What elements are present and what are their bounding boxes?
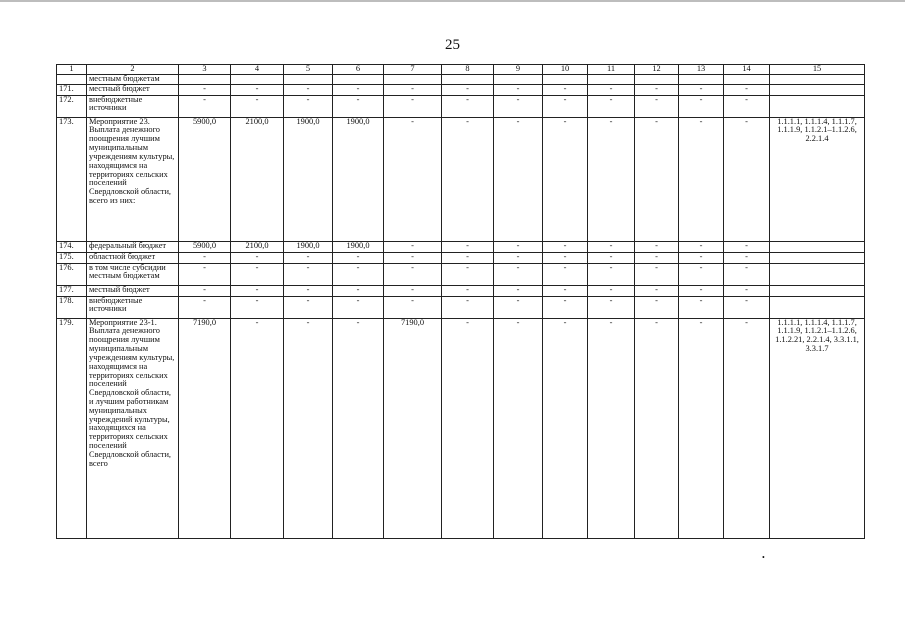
value-cell: - xyxy=(635,285,679,296)
table-row xyxy=(57,296,865,318)
value-cell: - xyxy=(384,263,442,285)
value-cell xyxy=(588,74,635,84)
value-cell xyxy=(543,74,588,84)
page-mark: • xyxy=(762,553,765,562)
value-cell: 1900,0 xyxy=(333,241,384,252)
value-cell: - xyxy=(231,296,284,318)
value-cell: - xyxy=(333,296,384,318)
table-row xyxy=(57,84,865,95)
page-number: 25 xyxy=(445,37,460,53)
value-cell: - xyxy=(494,84,543,95)
value-cell: - xyxy=(442,263,494,285)
row-description: местный бюджет xyxy=(87,84,179,95)
value-cell xyxy=(384,74,442,84)
value-cell: - xyxy=(384,84,442,95)
value-cell: - xyxy=(494,252,543,263)
table-row xyxy=(57,241,865,252)
column-number-13: 13 xyxy=(679,65,724,75)
value-cell: - xyxy=(442,285,494,296)
value-cell: - xyxy=(494,117,543,241)
value-cell: 1900,0 xyxy=(284,241,333,252)
value-cell: - xyxy=(635,95,679,117)
value-cell: 5900,0 xyxy=(179,117,231,241)
row-number: 171. xyxy=(57,84,87,95)
target-indicator-refs xyxy=(770,84,865,95)
value-cell: - xyxy=(724,84,770,95)
value-cell: - xyxy=(588,241,635,252)
row-number: 172. xyxy=(57,95,87,117)
value-cell: - xyxy=(635,117,679,241)
row-number: 178. xyxy=(57,296,87,318)
value-cell: - xyxy=(588,296,635,318)
value-cell: - xyxy=(679,263,724,285)
table-row xyxy=(57,252,865,263)
target-indicator-refs: 1.1.1.1, 1.1.1.4, 1.1.1.7, 1.1.1.9, 1.1.2.1–1.1.2.6, 1.1.2.21, 2.2.1.4, 3.3.1.1, 3.3.1.7 xyxy=(770,318,865,538)
value-cell: 5900,0 xyxy=(179,241,231,252)
value-cell: - xyxy=(543,285,588,296)
value-cell: - xyxy=(442,117,494,241)
value-cell xyxy=(724,74,770,84)
table-row xyxy=(57,263,865,285)
value-cell: - xyxy=(543,252,588,263)
row-number: 175. xyxy=(57,252,87,263)
row-description: внебюджетные источники xyxy=(87,95,179,117)
value-cell: - xyxy=(494,263,543,285)
row-description: местным бюджетам xyxy=(87,74,179,84)
value-cell: - xyxy=(384,95,442,117)
value-cell: - xyxy=(384,285,442,296)
value-cell: - xyxy=(442,241,494,252)
row-description: внебюджетные источники xyxy=(87,296,179,318)
value-cell: - xyxy=(231,252,284,263)
value-cell xyxy=(179,74,231,84)
value-cell: - xyxy=(724,117,770,241)
table-row xyxy=(57,117,865,241)
value-cell: - xyxy=(724,296,770,318)
value-cell: - xyxy=(284,84,333,95)
value-cell: - xyxy=(494,318,543,538)
value-cell: 2100,0 xyxy=(231,117,284,241)
target-indicator-refs xyxy=(770,74,865,84)
row-description: областной бюджет xyxy=(87,252,179,263)
target-indicator-refs xyxy=(770,263,865,285)
value-cell: 7190,0 xyxy=(384,318,442,538)
value-cell: - xyxy=(679,95,724,117)
value-cell: - xyxy=(588,117,635,241)
row-number: 173. xyxy=(57,117,87,241)
budget-table xyxy=(56,64,865,539)
table-row xyxy=(57,74,865,84)
value-cell xyxy=(679,74,724,84)
value-cell: - xyxy=(284,263,333,285)
row-number: 177. xyxy=(57,285,87,296)
value-cell: - xyxy=(179,263,231,285)
value-cell: - xyxy=(231,285,284,296)
value-cell: - xyxy=(384,241,442,252)
value-cell: - xyxy=(679,117,724,241)
column-number-12: 12 xyxy=(635,65,679,75)
table-row xyxy=(57,95,865,117)
value-cell: - xyxy=(679,241,724,252)
value-cell: - xyxy=(543,95,588,117)
value-cell: - xyxy=(543,84,588,95)
target-indicator-refs: 1.1.1.1, 1.1.1.4, 1.1.1.7, 1.1.1.9, 1.1.2.1–1.1.2.6, 2.2.1.4 xyxy=(770,117,865,241)
value-cell: - xyxy=(231,95,284,117)
table-row xyxy=(57,318,865,538)
value-cell: - xyxy=(543,263,588,285)
row-description: Мероприятие 23. Выплата денежного поощрения лучшим муниципальным учреждениям культуры, находящимся на территориях сельских поселений Свердловской области, всего из них: xyxy=(87,117,179,241)
target-indicator-refs xyxy=(770,252,865,263)
value-cell: - xyxy=(179,84,231,95)
target-indicator-refs xyxy=(770,285,865,296)
value-cell: - xyxy=(333,95,384,117)
column-number-4: 4 xyxy=(231,65,284,75)
value-cell: - xyxy=(635,318,679,538)
value-cell: - xyxy=(333,318,384,538)
row-number: 176. xyxy=(57,263,87,285)
row-number xyxy=(57,74,87,84)
value-cell: - xyxy=(588,263,635,285)
value-cell: - xyxy=(679,318,724,538)
column-number-8: 8 xyxy=(442,65,494,75)
value-cell: - xyxy=(543,241,588,252)
value-cell: - xyxy=(231,263,284,285)
value-cell: - xyxy=(635,241,679,252)
column-number-15: 15 xyxy=(770,65,865,75)
value-cell: - xyxy=(179,285,231,296)
column-number-6: 6 xyxy=(333,65,384,75)
value-cell: - xyxy=(543,318,588,538)
value-cell: - xyxy=(333,263,384,285)
value-cell: - xyxy=(384,296,442,318)
value-cell: - xyxy=(442,296,494,318)
table-row xyxy=(57,285,865,296)
value-cell: - xyxy=(588,318,635,538)
value-cell: - xyxy=(179,252,231,263)
value-cell: - xyxy=(494,95,543,117)
value-cell: - xyxy=(333,252,384,263)
column-number-9: 9 xyxy=(494,65,543,75)
value-cell: 2100,0 xyxy=(231,241,284,252)
value-cell: - xyxy=(724,252,770,263)
value-cell: - xyxy=(494,296,543,318)
value-cell: - xyxy=(635,252,679,263)
value-cell: - xyxy=(284,285,333,296)
value-cell: - xyxy=(724,241,770,252)
value-cell: - xyxy=(588,84,635,95)
value-cell: - xyxy=(543,296,588,318)
target-indicator-refs xyxy=(770,241,865,252)
value-cell: - xyxy=(442,95,494,117)
value-cell: - xyxy=(442,318,494,538)
value-cell: - xyxy=(284,95,333,117)
value-cell: - xyxy=(724,95,770,117)
value-cell: 1900,0 xyxy=(284,117,333,241)
column-number-row xyxy=(57,65,865,75)
row-description: федеральный бюджет xyxy=(87,241,179,252)
value-cell xyxy=(333,74,384,84)
value-cell: - xyxy=(679,285,724,296)
value-cell: - xyxy=(588,252,635,263)
value-cell: - xyxy=(724,285,770,296)
value-cell: - xyxy=(333,84,384,95)
value-cell: - xyxy=(442,252,494,263)
value-cell xyxy=(635,74,679,84)
target-indicator-refs xyxy=(770,296,865,318)
table-body xyxy=(57,65,865,539)
value-cell: 7190,0 xyxy=(179,318,231,538)
column-number-7: 7 xyxy=(384,65,442,75)
value-cell xyxy=(494,74,543,84)
row-description: в том числе субсидии местным бюджетам xyxy=(87,263,179,285)
row-description: местный бюджет xyxy=(87,285,179,296)
value-cell: - xyxy=(284,252,333,263)
value-cell: - xyxy=(635,296,679,318)
column-number-5: 5 xyxy=(284,65,333,75)
row-number: 174. xyxy=(57,241,87,252)
value-cell: - xyxy=(179,296,231,318)
value-cell: - xyxy=(543,117,588,241)
column-number-11: 11 xyxy=(588,65,635,75)
row-number: 179. xyxy=(57,318,87,538)
column-number-14: 14 xyxy=(724,65,770,75)
column-number-3: 3 xyxy=(179,65,231,75)
value-cell: - xyxy=(635,84,679,95)
value-cell: - xyxy=(231,318,284,538)
value-cell: - xyxy=(724,263,770,285)
column-number-1: 1 xyxy=(57,65,87,75)
value-cell: - xyxy=(635,263,679,285)
value-cell xyxy=(284,74,333,84)
value-cell: - xyxy=(284,318,333,538)
row-description: Мероприятие 23-1. Выплата денежного поощрения лучшим муниципальным учреждениям культуры, находящимся на территориях сельских поселений Свердловской области, и лучшим работникам муниципальных учреждений культуры, находящихся на территориях сельских поселений Свердловской области, всего xyxy=(87,318,179,538)
value-cell: - xyxy=(384,252,442,263)
column-number-10: 10 xyxy=(543,65,588,75)
value-cell: - xyxy=(284,296,333,318)
value-cell: - xyxy=(494,285,543,296)
value-cell: - xyxy=(588,95,635,117)
value-cell: - xyxy=(679,252,724,263)
value-cell: - xyxy=(384,117,442,241)
value-cell: - xyxy=(179,95,231,117)
value-cell: - xyxy=(724,318,770,538)
value-cell: - xyxy=(494,241,543,252)
target-indicator-refs xyxy=(770,95,865,117)
value-cell: - xyxy=(679,296,724,318)
value-cell: - xyxy=(442,84,494,95)
page-top-edge xyxy=(0,0,905,2)
value-cell xyxy=(231,74,284,84)
value-cell: - xyxy=(588,285,635,296)
value-cell: - xyxy=(231,84,284,95)
column-number-2: 2 xyxy=(87,65,179,75)
value-cell xyxy=(442,74,494,84)
value-cell: - xyxy=(679,84,724,95)
value-cell: - xyxy=(333,285,384,296)
value-cell: 1900,0 xyxy=(333,117,384,241)
